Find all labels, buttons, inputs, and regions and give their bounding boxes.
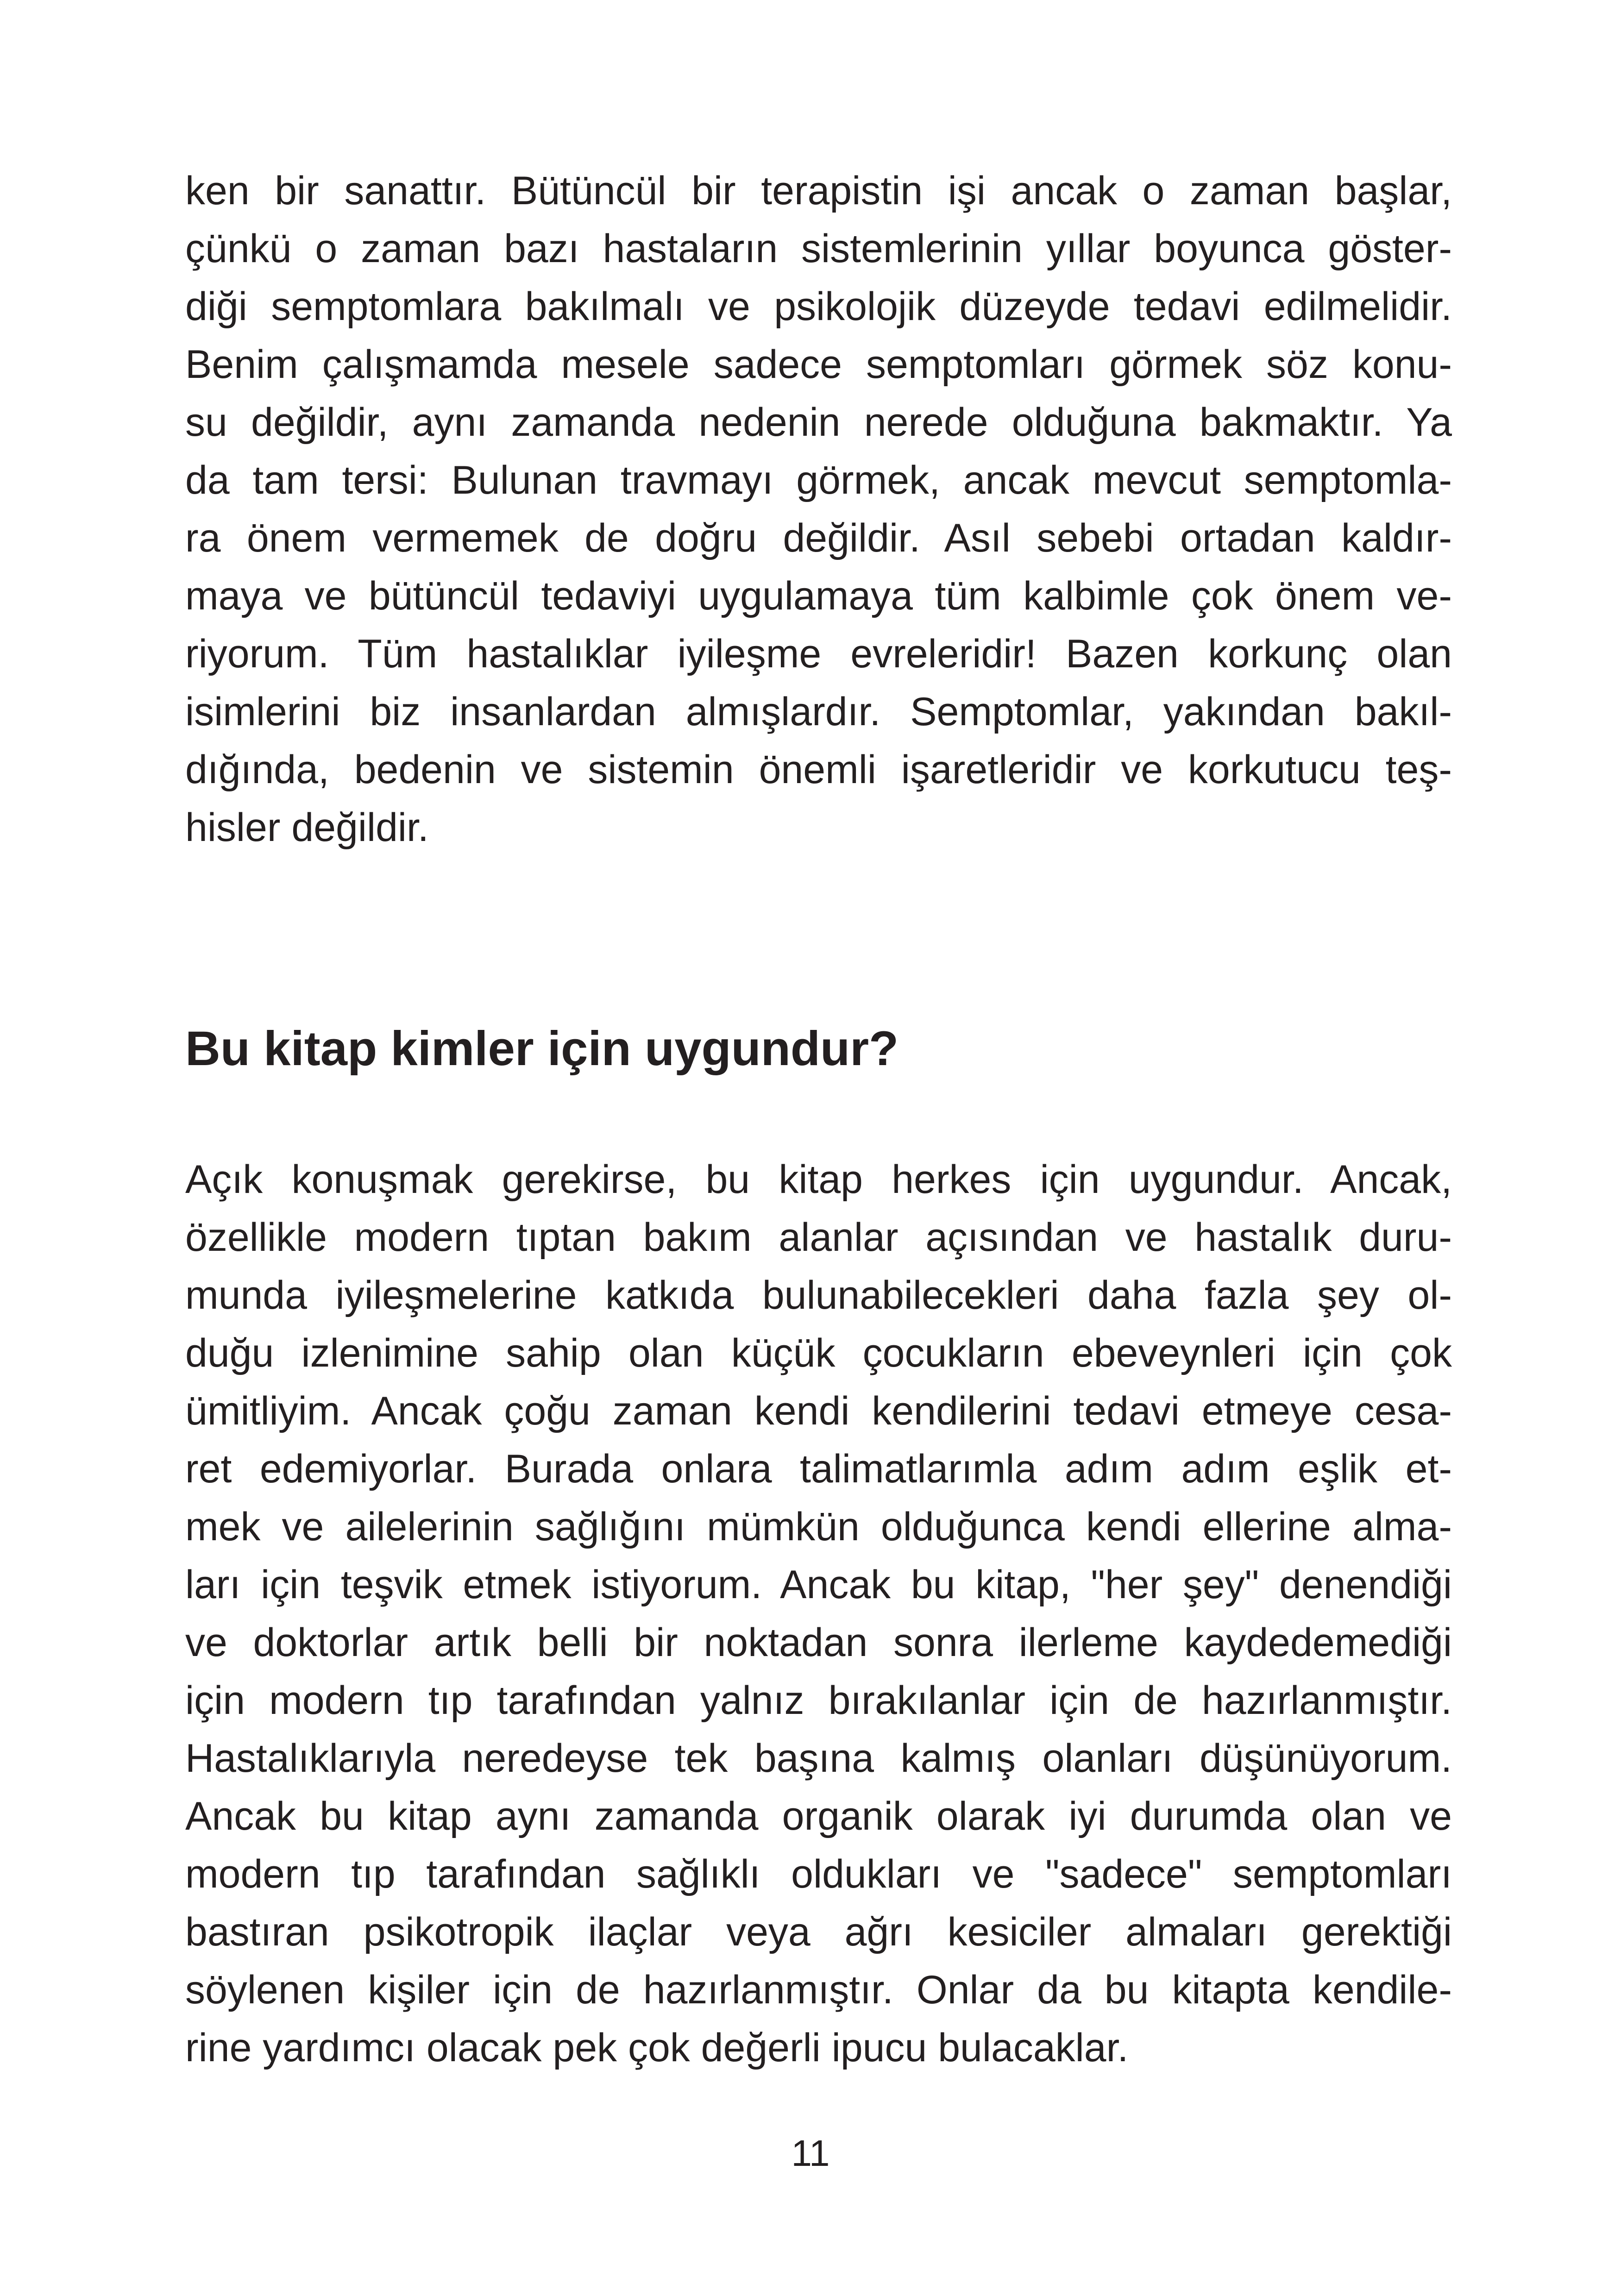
text-line: isimlerini biz insanlardan almışlardır. Semptomlar, yakından bakıl- (185, 690, 1452, 734)
text-line: ümitliyim. Ancak çoğu zaman kendi kendilerini tedavi etmeye cesa- (185, 1389, 1452, 1433)
body-paragraph-2 (185, 1151, 1452, 2077)
text-line: için modern tıp tarafından yalnız bırakılanlar için de hazırlanmıştır. (185, 1678, 1452, 1723)
text-line: dığında, bedenin ve sistemin önemli işaretleridir ve korkutucu teş- (185, 747, 1452, 792)
text-line: ken bir sanattır. Bütüncül bir terapistin işi ancak o zaman başlar, (185, 169, 1452, 213)
text-line: Hastalıklarıyla neredeyse tek başına kalmış olanları düşünüyorum. (185, 1736, 1452, 1781)
text-line: rine yardımcı olacak pek çok değerli ipucu bulacaklar. (185, 2026, 1129, 2070)
text-line: mek ve ailelerinin sağlığını mümkün olduğunca kendi ellerine alma- (185, 1505, 1452, 1549)
text-line: duğu izlenimine sahip olan küçük çocukların ebeveynleri için çok (185, 1331, 1452, 1375)
page-number: 11 (791, 2133, 830, 2174)
text-line: söylenen kişiler için de hazırlanmıştır. Onlar da bu kitapta kendile- (185, 1968, 1452, 2012)
text-line: maya ve bütüncül tedaviyi uygulamaya tüm kalbimle çok önem ve- (185, 574, 1452, 618)
text-line: diği semptomlara bakılmalı ve psikolojik düzeyde tedavi edilmelidir. (185, 284, 1452, 329)
text-line: bastıran psikotropik ilaçlar veya ağrı kesiciler almaları gerektiği (185, 1910, 1452, 1954)
text-line: su değildir, aynı zamanda nedenin nerede olduğuna bakmaktır. Ya (185, 400, 1452, 445)
text-line: özellikle modern tıptan bakım alanlar açısından ve hastalık duru- (185, 1215, 1452, 1260)
text-line: ları için teşvik etmek istiyorum. Ancak bu kitap, "her şey" denendiği (185, 1562, 1452, 1607)
text-line: ra önem vermemek de doğru değildir. Asıl sebebi ortadan kaldır- (185, 516, 1452, 560)
text-line: da tam tersi: Bulunan travmayı görmek, ancak mevcut semptomla- (185, 458, 1452, 502)
text-line: ret edemiyorlar. Burada onlara talimatlarımla adım adım eşlik et- (185, 1447, 1452, 1491)
text-line: Benim çalışmamda mesele sadece semptomları görmek söz konu- (185, 342, 1452, 387)
text-line: riyorum. Tüm hastalıklar iyileşme evreleridir! Bazen korkunç olan (185, 632, 1452, 676)
text-line: çünkü o zaman bazı hastaların sistemlerinin yıllar boyunca göster- (185, 226, 1452, 271)
section-heading: Bu kitap kimler için uygundur? (185, 1022, 899, 1076)
text-line: Açık konuşmak gerekirse, bu kitap herkes için uygundur. Ancak, (185, 1157, 1452, 1202)
text-line: modern tıp tarafından sağlıklı oldukları ve "sadece" semptomları (185, 1852, 1452, 1896)
text-line: ve doktorlar artık belli bir noktadan sonra ilerleme kaydedemediği (185, 1620, 1452, 1665)
text-line: munda iyileşmelerine katkıda bulunabilecekleri daha fazla şey ol- (185, 1273, 1452, 1317)
text-line: hisler değildir. (185, 805, 429, 850)
text-line: Ancak bu kitap aynı zamanda organik olarak iyi durumda olan ve (185, 1794, 1452, 1838)
body-paragraph-1 (185, 162, 1452, 857)
